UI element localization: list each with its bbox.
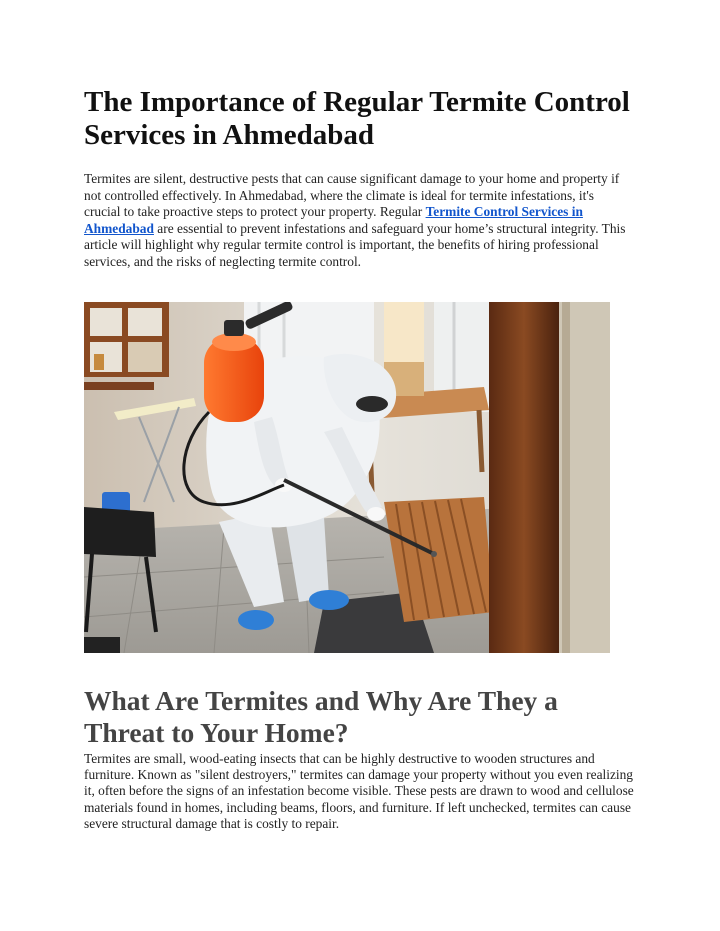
article-title: The Importance of Regular Termite Control Services in Ahmedabad <box>84 86 630 151</box>
intro-text-after: are essential to prevent infestations and safeguard your home’s structural integrity. This article will highlight why regular termite control is important, the benefits of hiring professional services, and the risks of neglecting termite control. <box>84 220 626 269</box>
intro-paragraph <box>84 171 630 270</box>
termite-control-link[interactable]: Termite Control Services in Ahmedabad <box>84 204 583 236</box>
section-heading: What Are Termites and Why Are They a Threat to Your Home? <box>84 685 558 748</box>
pest-control-photo <box>84 302 610 653</box>
section-paragraph: Termites are small, wood-eating insects that can be highly destructive to wooden structures and furniture. Known as "silent destroyers," termites can damage your property without you even realizing it, often before the signs of an infestation become visible. These pests are drawn to wood and cellulose materials found in homes, including beams, floors, and furniture. If left unchecked, termites can cause severe structural damage that is costly to repair. <box>84 751 634 831</box>
intro-text-before: Termites are silent, destructive pests that can cause significant damage to your home and property if not controlled effectively. In Ahmedabad, where the climate is ideal for termite infestations, it's crucial to take proactive steps to protect your property. Regular <box>84 171 620 219</box>
